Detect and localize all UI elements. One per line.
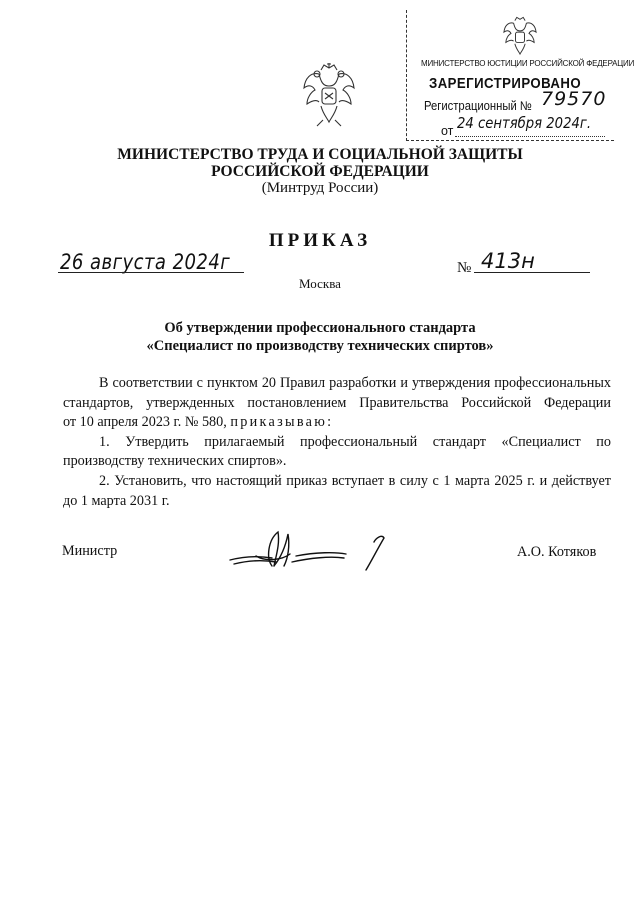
order-title-line1: Об утверждении профессионального стандарта [164,320,476,336]
handwritten-signature [226,526,396,578]
order-number-underline [474,272,590,273]
order-number-sign: № [457,260,472,276]
signatory-name: А.О. Котяков [517,544,597,560]
document-type-heading: ПРИКАЗ [268,230,372,251]
stamp-registered-label: ЗАРЕГИСТРИРОВАНО [429,75,582,92]
stamp-reg-number-label: Регистрационный № [424,99,532,113]
ministry-name-line1: МИНИСТЕРСТВО ТРУДА И СОЦИАЛЬНОЙ ЗАЩИТЫ [117,146,523,163]
stamp-reg-number-value: 79570 [541,88,607,110]
order-date-underline [58,272,244,273]
registration-stamp [406,10,635,141]
order-title-line2: «Специалист по производству технических спиртов» [146,338,494,354]
stamp-ministry-name: МИНИСТЕРСТВО ЮСТИЦИИ РОССИЙСКОЙ ФЕДЕРАЦИИ [421,59,635,68]
stamp-emblem-icon [502,14,538,58]
body-item1-line: 1. Утвердить прилагаемый профессиональный стандарт «Специалист по [99,433,611,450]
body-item2-line: до 1 марта 2031 г. [63,492,170,509]
ministry-name-line2: РОССИЙСКОЙ ФЕДЕРАЦИИ [211,163,429,180]
signatory-role: Министр [62,543,118,559]
order-date: 26 августа 2024г [60,250,231,274]
stamp-date-value: 24 сентября 2024г. [457,114,592,132]
body-intro-line: В соответствии с пунктом 20 Правил разработки и утверждения профессиональных [99,375,611,391]
body-intro-line: стандартов, утвержденных постановлением Правительства Российской Федерации [63,394,611,411]
body-intro-text: от 10 апреля 2023 г. № 580, [63,414,227,431]
coat-of-arms-emblem [301,60,357,128]
stamp-date-label: от [441,124,454,138]
body-item1-line: производству технических спиртов». [63,453,287,470]
order-city: Москва [299,276,341,291]
body-decree-word: приказываю: [230,414,334,431]
ministry-short-name: (Минтруд России) [261,180,379,196]
body-intro-line [63,413,611,433]
stamp-date-underline [455,136,605,137]
body-item2-line: 2. Установить, что настоящий приказ вступает в силу с 1 марта 2025 г. и действует [99,472,611,489]
order-number: 413н [481,249,535,273]
order-body [63,374,611,511]
